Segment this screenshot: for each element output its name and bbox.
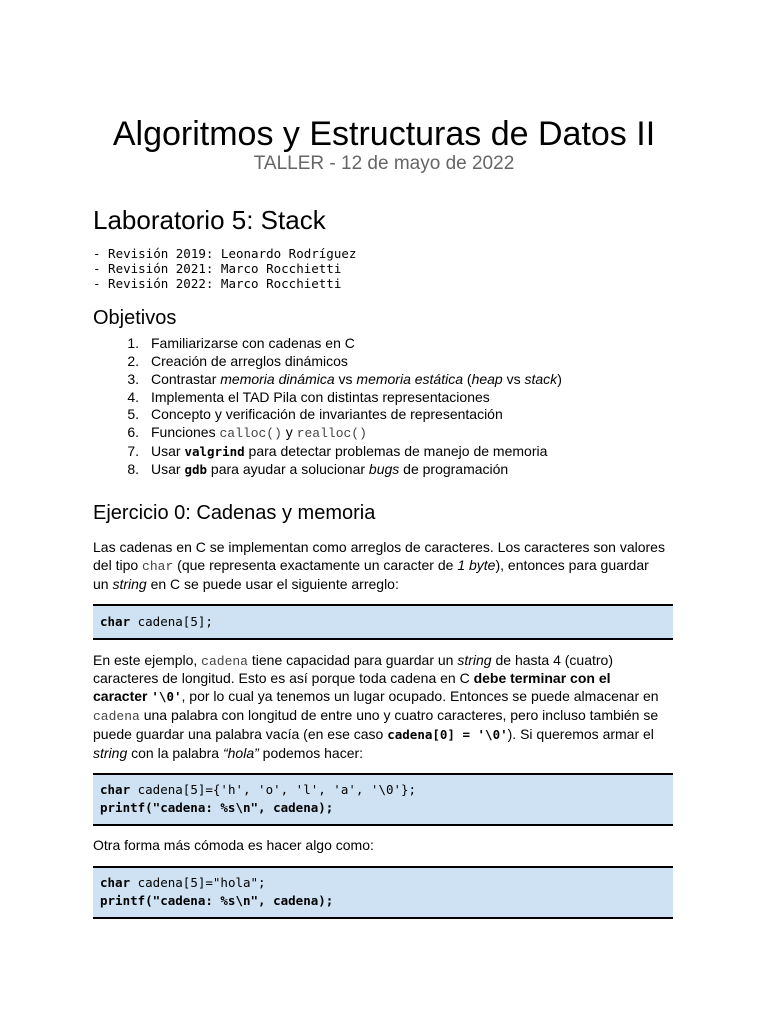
exercise-heading: Ejercicio 0: Cadenas y memoria [93,502,376,524]
objective-text: ( [463,371,472,387]
code-keyword: char [100,782,131,797]
objective-number: 3. [127,371,139,387]
inline-code: cadena [201,654,248,669]
document-title: Algoritmos y Estructuras de Datos II [112,115,656,153]
code-text: cadena[5]; [130,614,213,629]
paragraph-line [93,725,654,745]
objective-emphasis: bugs [368,461,400,477]
paragraph-emphasis: string [112,576,147,592]
paragraph-text: tiene capacidad para guardar un [247,652,458,668]
objective-text: Usar [151,443,185,459]
paragraph-text: caracteres de longitud. Esto es así porque toda cadena en C [93,670,474,686]
code-block [93,773,673,826]
paragraph-line [93,687,659,707]
objective-number: 4. [127,389,139,405]
inline-code: calloc() [219,426,282,441]
objective-item [115,442,547,461]
paragraph-line: Otra forma más cómoda es hacer algo como: [93,837,374,853]
inline-code: cadena [93,709,140,724]
objective-text: vs [334,371,357,387]
revision-line: - Revisión 2022: Marco Rocchietti [93,276,342,291]
paragraph-line [93,744,363,763]
paragraph-bold: caracter [93,688,152,704]
code-line [100,874,266,891]
objective-text: para detectar problemas de manejo de memoria [244,443,548,459]
objective-text: Familiarizarse con cadenas en C [151,335,355,351]
objective-text: Usar [151,461,185,477]
paragraph-line [93,669,611,688]
paragraph-text: una palabra con longitud de entre uno y cuatro caracteres, pero incluso también se [139,707,659,723]
objective-text: y [281,424,297,440]
objective-item [115,423,367,443]
objective-text: Funciones [151,424,220,440]
paragraph-text: ). Si queremos armar el [507,726,654,742]
inline-code: realloc() [296,426,367,441]
objective-number: 1. [127,335,139,351]
objective-number: 6. [127,424,139,440]
objective-emphasis: memoria estática [356,371,463,387]
paragraph-emphasis: 1 byte [457,557,496,573]
objective-text: Contrastar [151,371,221,387]
lab-title: Laboratorio 5: Stack [93,205,326,235]
objective-emphasis: stack [524,371,558,387]
paragraph-text: podemos hacer: [258,745,364,761]
code-text: cadena[5]={'h', 'o', 'l', 'a', '\0'}; [130,782,417,797]
paragraph-line [93,706,658,727]
paragraph-line [93,556,649,577]
paragraph-text: En este ejemplo, [93,652,202,668]
paragraph-text: puede guardar una palabra vacía (en ese caso [93,726,388,742]
paragraph-text: , por lo cual ya tenemos un lugar ocupado. Entonces se puede almacenar en [181,688,659,704]
objective-text: vs [502,371,525,387]
inline-code: char [142,559,174,574]
paragraph-line: Las cadenas en C se implementan como arreglos de caracteres. Los caracteres son valores [93,539,665,555]
objective-item [115,460,508,479]
inline-code: valgrind [184,444,245,459]
code-text: cadena[5]="hola"; [130,875,266,890]
objective-number: 5. [127,406,139,422]
code-block [93,866,673,919]
revision-line: - Revisión 2019: Leonardo Rodríguez [93,246,357,261]
objective-number: 7. [127,443,139,459]
paragraph-emphasis: string [93,745,128,761]
paragraph-text: ), entonces para guardar [495,557,649,573]
code-keyword: char [100,875,131,890]
inline-code: gdb [184,462,208,477]
paragraph-bold: debe terminar con el [473,670,611,686]
paragraph-text: de hasta 4 (cuatro) [491,652,613,668]
objective-number: 2. [127,353,139,369]
code-line [100,781,416,798]
inline-code: cadena[0] = '\0' [387,727,508,742]
objective-text: Concepto y verificación de invariantes de representación [151,406,503,422]
paragraph-text: (que representa exactamente un caracter de [173,557,458,573]
code-line: printf("cadena: %s\n", cadena); [100,893,334,908]
objective-text: de programación [399,461,509,477]
paragraph-text: en C se puede usar el siguiente arreglo: [146,576,399,592]
objective-item [115,370,562,388]
objective-text: para ayudar a solucionar [207,461,369,477]
inline-code: '\0' [151,689,182,704]
objective-item [115,405,503,423]
paragraph-emphasis: string [457,652,492,668]
revision-line: - Revisión 2021: Marco Rocchietti [93,261,342,276]
objective-emphasis: memoria dinámica [220,371,335,387]
document-subtitle: TALLER - 12 de mayo de 2022 [253,153,515,174]
code-line [100,613,213,630]
objective-emphasis: heap [471,371,503,387]
objective-item [115,352,348,370]
code-keyword: char [100,614,131,629]
paragraph-text: un [93,576,113,592]
objective-text: Creación de arreglos dinámicos [151,353,348,369]
paragraph-text: con la palabra [127,745,223,761]
paragraph-line [93,575,399,594]
objective-number: 8. [127,461,139,477]
objective-item [115,334,355,352]
paragraph-text: del tipo [93,557,143,573]
objective-text: ) [557,371,562,387]
paragraph-emphasis: “hola” [222,745,259,761]
code-block [93,604,673,640]
objectives-heading: Objetivos [93,307,177,329]
code-line: printf("cadena: %s\n", cadena); [100,800,334,815]
objective-text: Implementa el TAD Pila con distintas representaciones [151,389,490,405]
objective-item [115,388,490,406]
